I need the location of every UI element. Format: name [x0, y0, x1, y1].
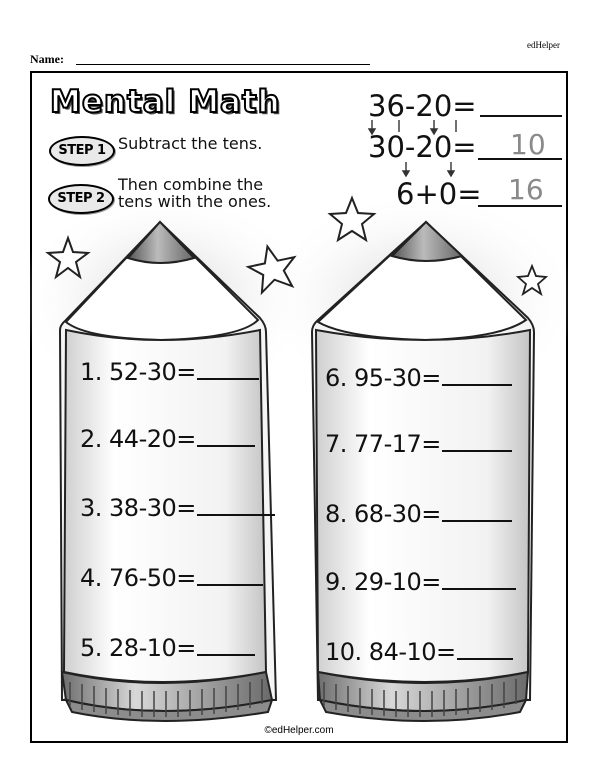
- step-2-badge: STEP 2: [48, 184, 114, 214]
- problem-text: 4. 76-50=: [80, 564, 196, 592]
- example-line-3: 6+0=: [396, 177, 482, 211]
- answer-blank[interactable]: [442, 586, 516, 590]
- problem-8: [325, 500, 512, 528]
- example-line-2: 30-20=: [368, 130, 477, 164]
- step-2-line-2: tens with the ones.: [118, 192, 272, 211]
- problem-3: [80, 494, 275, 522]
- problem-4: [80, 564, 263, 592]
- problem-text: 9. 29-10=: [325, 568, 441, 596]
- answer-blank[interactable]: [442, 382, 512, 386]
- problem-text: 1. 52-30=: [80, 358, 196, 386]
- step-2-text: [118, 176, 271, 210]
- problem-2: [80, 425, 255, 453]
- problem-text: 8. 68-30=: [325, 500, 441, 528]
- problem-7: [325, 430, 512, 458]
- answer-blank[interactable]: [197, 443, 255, 447]
- problem-text: 6. 95-30=: [325, 364, 441, 392]
- answer-blank[interactable]: [442, 518, 512, 522]
- problem-1: [80, 358, 259, 386]
- footer-credit: ©edHelper.com: [264, 725, 334, 736]
- answer-blank[interactable]: [197, 376, 259, 380]
- example-answer-3: 16: [508, 173, 544, 206]
- problem-6: [325, 364, 512, 392]
- problem-text: 7. 77-17=: [325, 430, 441, 458]
- answer-blank[interactable]: [197, 652, 255, 656]
- name-label: Name:: [30, 52, 64, 66]
- answer-blank[interactable]: [457, 656, 513, 660]
- problem-text: 10. 84-10=: [325, 638, 456, 666]
- answer-blank[interactable]: [442, 448, 512, 452]
- step-1-badge: STEP 1: [49, 136, 115, 166]
- problem-5: [80, 634, 255, 662]
- step-2-line-1: Then combine the: [118, 175, 264, 194]
- answer-blank[interactable]: [197, 582, 263, 586]
- page-title: Mental Math: [50, 84, 281, 120]
- example-line-1: 36-20=: [368, 89, 477, 123]
- problem-text: 2. 44-20=: [80, 425, 196, 453]
- step-1-text: [118, 135, 262, 152]
- problem-text: 3. 38-30=: [80, 494, 196, 522]
- step-1-line: Subtract the tens.: [118, 134, 263, 153]
- problem-text: 5. 28-10=: [80, 634, 196, 662]
- example-problem: [368, 89, 562, 211]
- example-answer-2: 10: [510, 128, 546, 161]
- answer-blank[interactable]: [197, 512, 275, 516]
- problem-9: [325, 568, 516, 596]
- problem-10: [325, 638, 513, 666]
- brand-label: edHelper: [527, 40, 560, 50]
